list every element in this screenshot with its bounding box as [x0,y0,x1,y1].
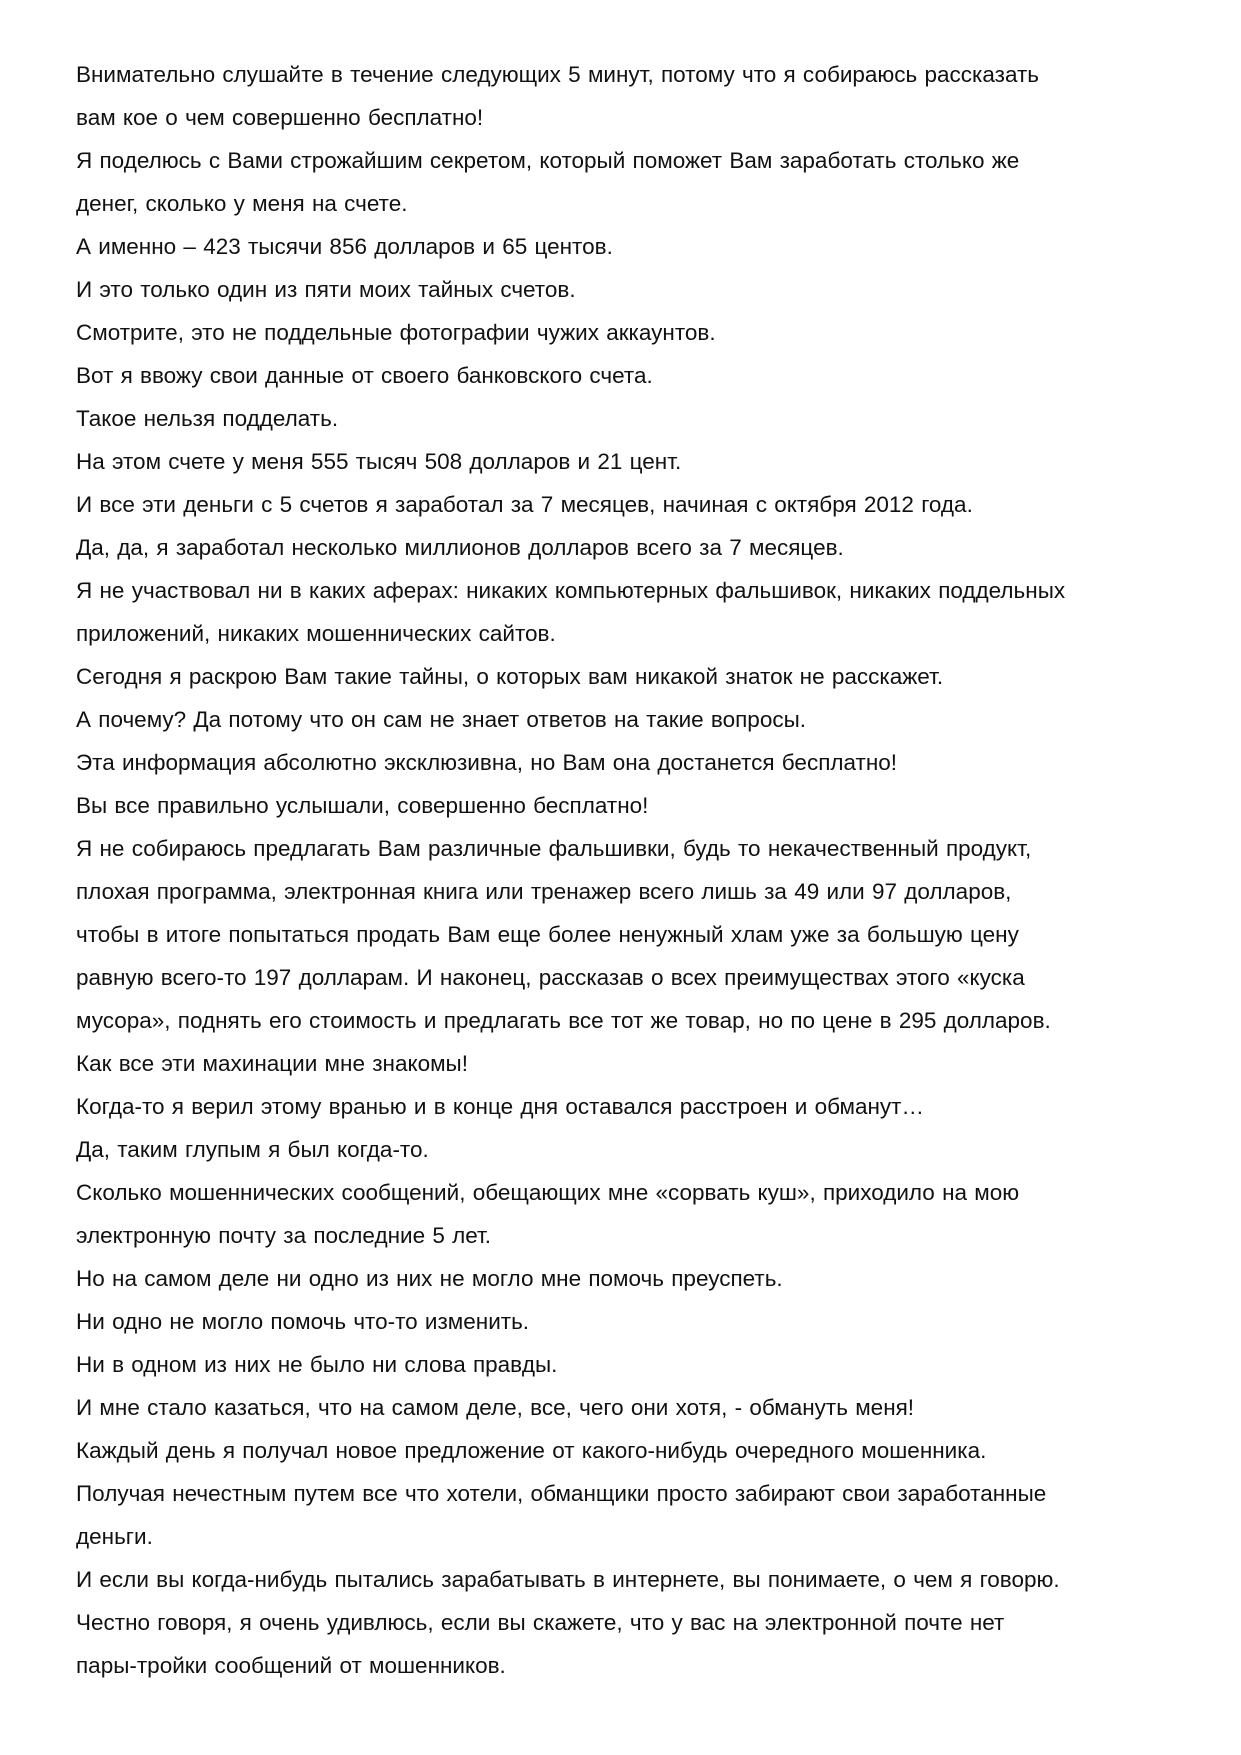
text-line: И если вы когда-нибудь пытались зарабатывать в интернете, вы понимаете, о чем я говорю. [76,1567,1060,1592]
text-line: Честно говоря, я очень удивлюсь, если вы скажете, что у вас на электронной почте нет [76,1610,1005,1635]
text-line: Вы все правильно услышали, совершенно бесплатно! [76,793,649,818]
text-line: Такое нельзя подделать. [76,406,339,431]
text-line: Да, да, я заработал несколько миллионов долларов всего за 7 месяцев. [76,535,844,560]
text-line: электронную почту за последние 5 лет. [76,1223,492,1248]
text-line: мусора», поднять его стоимость и предлагать все тот же товар, но по цене в 295 долларов. [76,1008,1051,1033]
text-line: Каждый день я получал новое предложение от какого-нибудь очередного мошенника. [76,1438,987,1463]
text-line: Я не участвовал ни в каких аферах: никаких компьютерных фальшивок, никаких поддельных [76,578,1066,603]
text-line: Я поделюсь с Вами строжайшим секретом, который поможет Вам заработать столько же [76,148,1020,173]
text-line: деньги. [76,1524,153,1549]
text-line: плохая программа, электронная книга или тренажер всего лишь за 49 или 97 долларов, [76,879,1012,904]
text-line: И мне стало казаться, что на самом деле, все, чего они хотя, - обмануть меня! [76,1395,915,1420]
text-line: Я не собираюсь предлагать Вам различные фальшивки, будь то некачественный продукт, [76,836,1032,861]
text-line: чтобы в итоге попытаться продать Вам еще более ненужный хлам уже за большую цену [76,922,1019,947]
text-line: приложений, никаких мошеннических сайтов. [76,621,556,646]
text-line: пары-тройки сообщений от мошенников. [76,1653,506,1678]
text-line: вам кое о чем совершенно бесплатно! [76,105,484,130]
text-line: Сколько мошеннических сообщений, обещающих мне «сорвать куш», приходило на мою [76,1180,1020,1205]
text-line: Да, таким глупым я был когда-то. [76,1137,429,1162]
text-line: Эта информация абсолютно эксклюзивна, но Вам она достанется бесплатно! [76,750,898,775]
text-line: И все эти деньги с 5 счетов я заработал за 7 месяцев, начиная с октября 2012 года. [76,492,973,517]
text-line: Ни в одном из них не было ни слова правды. [76,1352,558,1377]
text-line: денег, сколько у меня на счете. [76,191,408,216]
text-line: Получая нечестным путем все что хотели, обманщики просто забирают свои заработанные [76,1481,1047,1506]
text-line: Внимательно слушайте в течение следующих 5 минут, потому что я собираюсь рассказать [76,62,1040,87]
text-line: На этом счете у меня 555 тысяч 508 долларов и 21 цент. [76,449,682,474]
text-line: Но на самом деле ни одно из них не могло мне помочь преуспеть. [76,1266,783,1291]
text-line: Как все эти махинации мне знакомы! [76,1051,468,1076]
text-line: Сегодня я раскрою Вам такие тайны, о которых вам никакой знаток не расскажет. [76,664,944,689]
text-line: Вот я ввожу свои данные от своего банковского счета. [76,363,653,388]
text-line: Ни одно не могло помочь что-то изменить. [76,1309,530,1334]
document-body [76,53,1186,1687]
text-line: равную всего-то 197 долларам. И наконец, рассказав о всех преимуществах этого «куска [76,965,1025,990]
text-line: И это только один из пяти моих тайных счетов. [76,277,576,302]
text-line: А именно – 423 тысячи 856 долларов и 65 центов. [76,234,613,259]
text-line: А почему? Да потому что он сам не знает ответов на такие вопросы. [76,707,807,732]
text-line: Смотрите, это не поддельные фотографии чужих аккаунтов. [76,320,716,345]
text-line: Когда-то я верил этому вранью и в конце дня оставался расстроен и обманут… [76,1094,924,1119]
